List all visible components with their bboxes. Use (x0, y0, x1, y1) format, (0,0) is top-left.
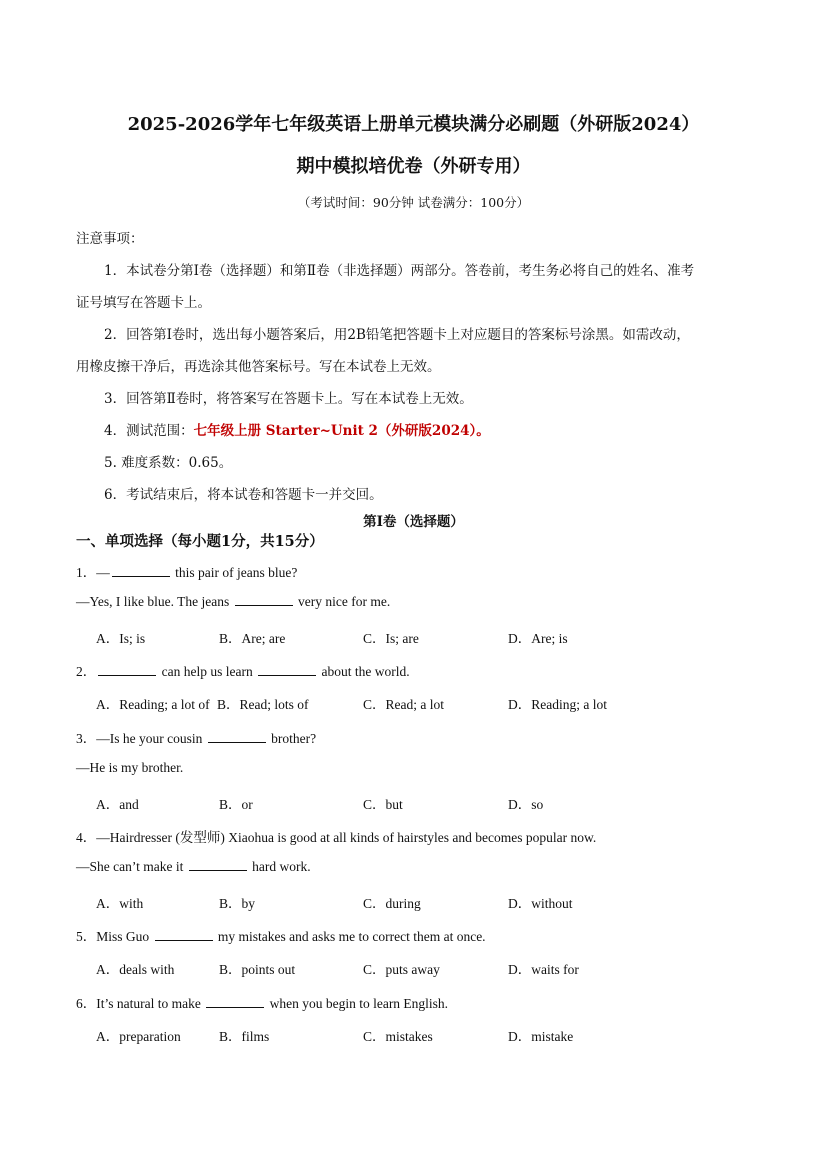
note-3: 3．回答第Ⅱ卷时，将答案写在答题卡上。写在本试卷上无效。 (104, 391, 473, 407)
question-2: 2． can help us learn about the world. (76, 664, 410, 679)
answer-blank (208, 731, 266, 743)
option-c[interactable]: C．Is; are (363, 631, 419, 646)
answer-blank (189, 859, 247, 871)
question-6: 6．It’s natural to make when you begin to learn English. (76, 996, 449, 1011)
note-2-cont: 用橡皮擦干净后，再选涂其他答案标号。写在本试卷上无效。 (76, 359, 441, 375)
note-1: 1．本试卷分第Ⅰ卷（选择题）和第Ⅱ卷（非选择题）两部分。答卷前，考生务必将自己的姓名、准考 (104, 263, 695, 279)
question-1-line-2: —Yes, I like blue. The jeans very nice for me. (76, 594, 391, 609)
question-number: 6． (76, 996, 97, 1011)
exam-time-info: （考试时间：90分钟 试卷满分：100分） (297, 195, 530, 210)
option-c[interactable]: C．during (363, 896, 421, 911)
option-b[interactable]: B．Are; are (219, 631, 286, 646)
option-a[interactable]: A．and (96, 797, 139, 812)
option-d[interactable]: D．without (508, 896, 573, 911)
question-number: 4． (76, 830, 97, 845)
answer-blank (112, 565, 170, 577)
question-1: 1．— this pair of jeans blue? (76, 565, 298, 580)
answer-blank (206, 996, 264, 1008)
option-a[interactable]: A．preparation (96, 1029, 181, 1044)
answer-blank (98, 664, 156, 676)
note-1-cont: 证号填写在答题卡上。 (76, 295, 211, 311)
option-c[interactable]: C．puts away (363, 962, 440, 977)
note-6: 6．考试结束后，将本试卷和答题卡一并交回。 (104, 487, 383, 503)
option-a[interactable]: A．with (96, 896, 144, 911)
question-3: 3．—Is he your cousin brother? (76, 731, 317, 746)
test-scope: 七年级上册 Starter~Unit 2（外研版2024）。 (193, 423, 490, 439)
option-d[interactable]: D．Are; is (508, 631, 568, 646)
option-d[interactable]: D．waits for (508, 962, 579, 977)
option-b[interactable]: B．or (219, 797, 253, 812)
question-number: 1． (76, 565, 97, 580)
answer-blank (155, 929, 213, 941)
exam-subtitle: 期中模拟培优卷（外研专用） (296, 156, 531, 177)
note-4 (104, 419, 490, 439)
note-5: 5. 难度系数：0.65。 (104, 455, 233, 471)
option-c[interactable]: C．Read; a lot (363, 697, 444, 712)
exam-title: 2025-2026学年七年级英语上册单元模块满分必刷题（外研版2024） (127, 114, 700, 135)
option-a[interactable]: A．deals with (96, 962, 175, 977)
option-d[interactable]: D．Reading; a lot (508, 697, 607, 712)
question-number: 5． (76, 929, 97, 944)
option-c[interactable]: C．mistakes (363, 1029, 433, 1044)
notes-heading: 注意事项： (76, 231, 144, 247)
option-b[interactable]: B．by (219, 896, 256, 911)
option-d[interactable]: D．so (508, 797, 544, 812)
option-b[interactable]: B．points out (219, 962, 296, 977)
question-number: 2． (76, 664, 97, 679)
answer-blank (235, 594, 293, 606)
option-b[interactable]: B．Read; lots of (217, 697, 309, 712)
option-a[interactable]: A．Is; is (96, 631, 146, 646)
question-4: 4．—Hairdresser (发型师) Xiaohua is good at all kinds of hairstyles and becomes popular now. (76, 830, 597, 845)
option-d[interactable]: D．mistake (508, 1029, 574, 1044)
question-3-line-2: —He is my brother. (76, 760, 184, 775)
answer-blank (258, 664, 316, 676)
question-4-line-2: —She can’t make it hard work. (76, 859, 311, 874)
question-number: 3． (76, 731, 97, 746)
option-b[interactable]: B．films (219, 1029, 270, 1044)
option-c[interactable]: C．but (363, 797, 403, 812)
option-a[interactable]: A．Reading; a lot of (96, 697, 210, 712)
note-4-prefix: 4．测试范围： (104, 423, 194, 439)
part-1-title: 第Ⅰ卷（选择题） (363, 514, 464, 530)
note-2: 2．回答第Ⅰ卷时，选出每小题答案后，用2B铅笔把答题卡上对应题目的答案标号涂黑。如需改动， (104, 327, 690, 343)
section-1-title: 一、单项选择（每小题1分，共15分） (76, 533, 324, 550)
question-5: 5．Miss Guo my mistakes and asks me to correct them at once. (76, 929, 486, 944)
